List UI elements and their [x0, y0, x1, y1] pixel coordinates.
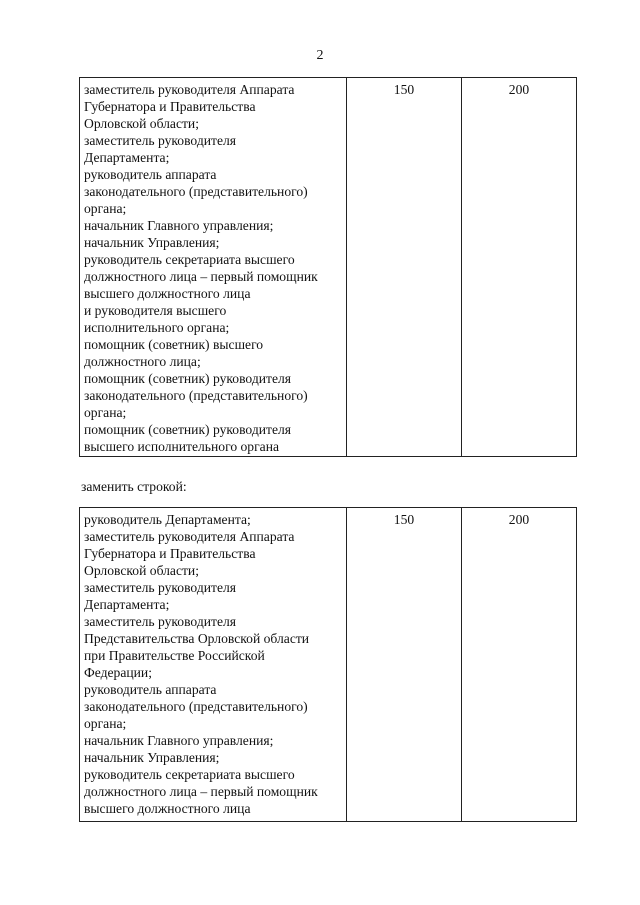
- table-row-before: [79, 77, 577, 457]
- position-line: законодательного (представительного): [84, 184, 308, 199]
- page-number: 2: [316, 48, 324, 63]
- position-line: начальник Управления;: [84, 750, 220, 765]
- position-line: органа;: [84, 405, 127, 420]
- replace-label: заменить строкой:: [81, 479, 187, 494]
- position-line: заместитель руководителя: [84, 614, 237, 629]
- position-line: помощник (советник) руководителя: [84, 422, 292, 437]
- position-line: органа;: [84, 716, 127, 731]
- position-line: помощник (советник) руководителя: [84, 371, 292, 386]
- position-line: руководитель аппарата: [84, 167, 217, 182]
- position-line: законодательного (представительного): [84, 699, 308, 714]
- position-line: Департамента;: [84, 597, 170, 612]
- position-line: Губернатора и Правительства: [84, 99, 256, 114]
- value-cell-2-after: 200: [462, 508, 577, 822]
- position-list-before: [80, 78, 347, 457]
- position-line: начальник Главного управления;: [84, 218, 274, 233]
- position-list-after: [80, 508, 347, 822]
- value-cell-2-before: 200: [462, 78, 577, 457]
- position-line: исполнительного органа;: [84, 320, 230, 335]
- position-line: должностного лица – первый помощник: [84, 269, 318, 284]
- position-line: Губернатора и Правительства: [84, 546, 256, 561]
- position-line: заместитель руководителя Аппарата: [84, 82, 295, 97]
- table-row-after: [79, 507, 577, 822]
- position-line: заместитель руководителя: [84, 133, 237, 148]
- position-line: высшего исполнительного органа: [84, 439, 280, 454]
- position-line: руководитель секретариата высшего: [84, 767, 295, 782]
- position-line: начальник Главного управления;: [84, 733, 274, 748]
- position-line: должностного лица;: [84, 354, 201, 369]
- value-cell-1-before: 150: [347, 78, 462, 457]
- position-line: Представительства Орловской области: [84, 631, 310, 646]
- position-line: Орловской области;: [84, 563, 199, 578]
- position-line: законодательного (представительного): [84, 388, 308, 403]
- position-line: Департамента;: [84, 150, 170, 165]
- position-line: заместитель руководителя Аппарата: [84, 529, 295, 544]
- position-line: начальник Управления;: [84, 235, 220, 250]
- position-line: руководитель секретариата высшего: [84, 252, 295, 267]
- position-line: при Правительстве Российской: [84, 648, 265, 663]
- position-line: Орловской области;: [84, 116, 199, 131]
- position-line: руководитель Департамента;: [84, 512, 251, 527]
- position-line: должностного лица – первый помощник: [84, 784, 318, 799]
- position-line: высшего должностного лица: [84, 801, 251, 816]
- position-line: и руководителя высшего: [84, 303, 227, 318]
- value-cell-1-after: 150: [347, 508, 462, 822]
- position-line: органа;: [84, 201, 127, 216]
- position-line: руководитель аппарата: [84, 682, 217, 697]
- position-line: помощник (советник) высшего: [84, 337, 264, 352]
- position-line: Федерации;: [84, 665, 152, 680]
- position-line: заместитель руководителя: [84, 580, 237, 595]
- position-line: высшего должностного лица: [84, 286, 251, 301]
